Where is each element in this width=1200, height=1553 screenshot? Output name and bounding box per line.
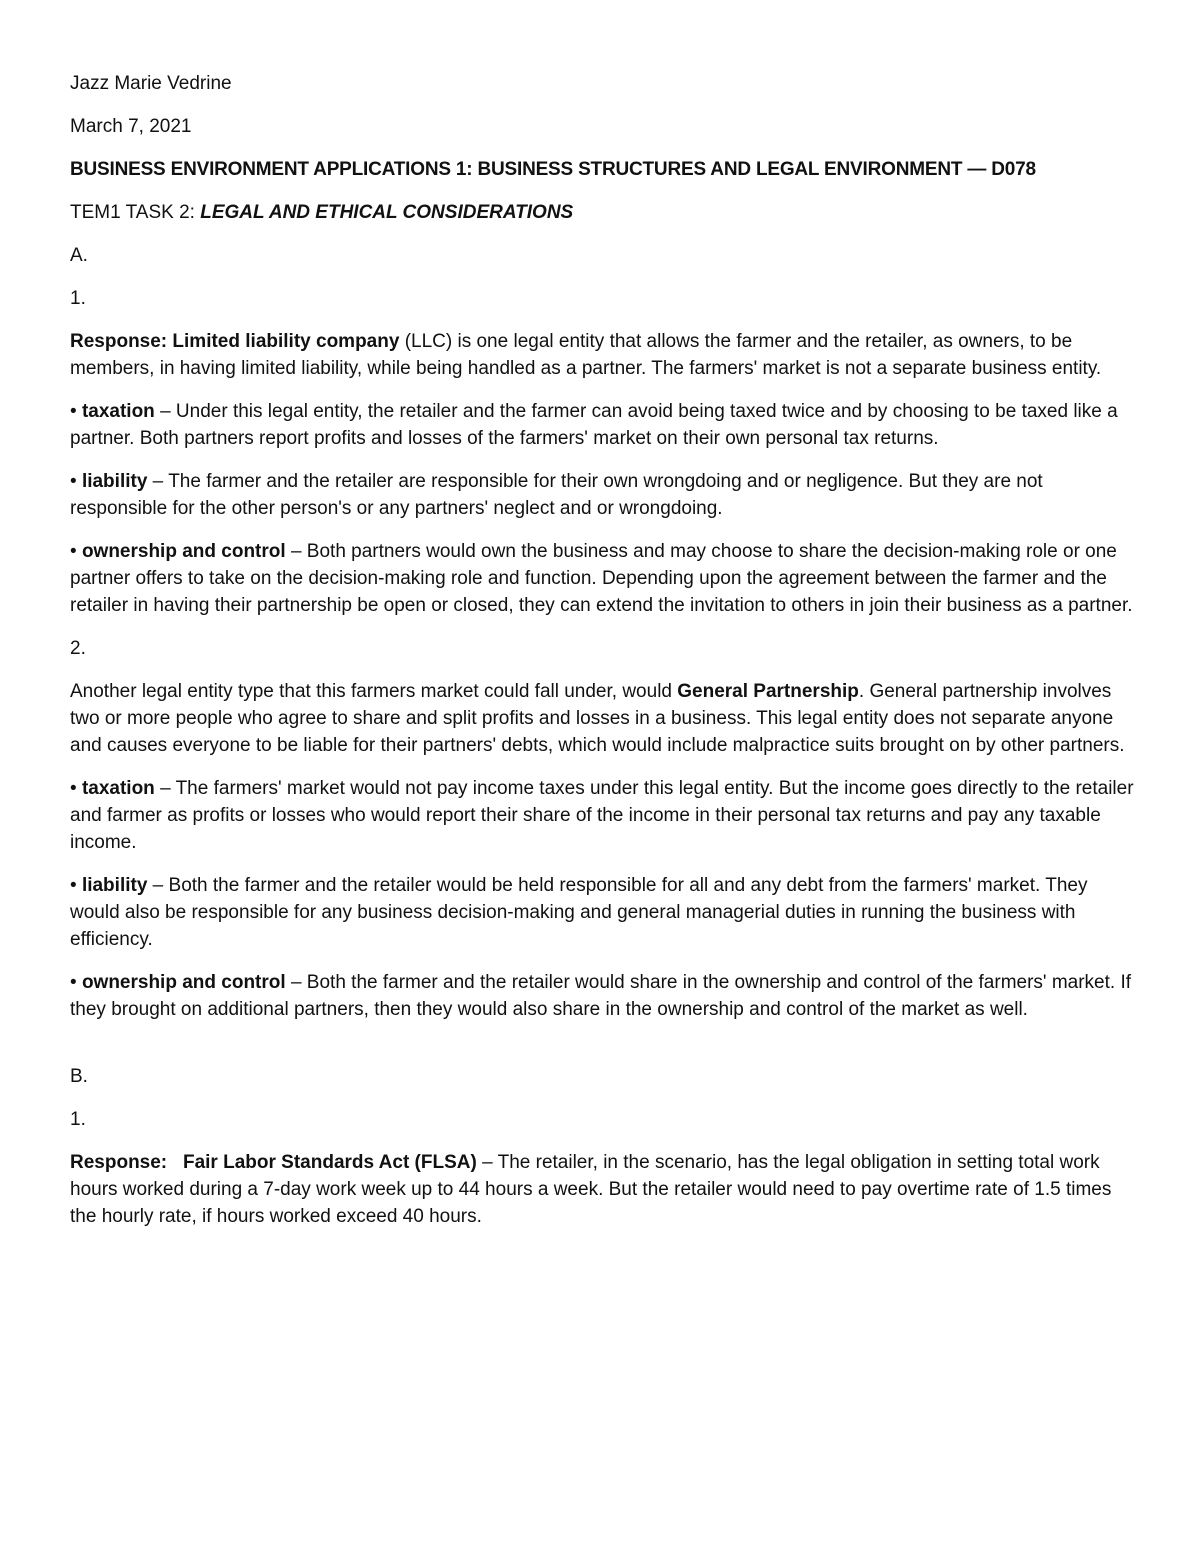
response-text: – The retailer, in the scenario, has the legal obligation in setting total work hours worked during a 7-day work week up to 44 hours a week. But the retailer would need to pay overtime rate of 1.5 times the hourly rate, if hours worked exceed 40 hours. [70, 1152, 1112, 1227]
bullet-text: – Both the farmer and the retailer would share in the ownership and control of the farmers' market. If they brought on additional partners, then they would also share in the ownership and control of the market as well. [70, 972, 1132, 1020]
bullet-term: taxation [81, 778, 155, 799]
section-b-question-1-number: 1. [70, 1109, 86, 1130]
section-b-q1-response [70, 1149, 1134, 1230]
response-text: (LLC) is one legal entity that allows the farmer and the retailer, as owners, to be members, in having limited liability, while being handled as a partner. The farmers' market is not a separate business entity. [70, 331, 1102, 379]
entity-name: General Partnership [677, 681, 859, 702]
task-heading [70, 199, 1134, 226]
bullet-marker: • [70, 471, 82, 492]
bullet-item [70, 775, 1134, 856]
bullet-marker: • [70, 875, 82, 896]
paragraph-spacer [70, 1039, 1134, 1063]
bullet-marker: • [70, 401, 82, 422]
bullet-term: liability [81, 875, 148, 896]
task-prefix: TEM1 TASK 2: [70, 202, 201, 223]
bullet-text: – The farmer and the retailer are responsible for their own wrongdoing and or negligence. But they are not responsible for the other person's or any partners' neglect and or wrongdoing. [70, 471, 1043, 519]
act-name: Fair Labor Standards Act (FLSA) [182, 1152, 477, 1173]
bullet-item [70, 969, 1134, 1023]
bullet-item [70, 872, 1134, 953]
document-date: March 7, 2021 [70, 116, 192, 137]
task-title: LEGAL AND ETHICAL CONSIDERATIONS [200, 202, 574, 223]
section-b-label: B. [70, 1066, 88, 1087]
bullet-text: – Under this legal entity, the retailer and the farmer can avoid being taxed twice and by choosing to be taxed like a partner. Both partners report profits and losses of the farmers' market on their own personal tax returns. [70, 401, 1118, 449]
bullet-marker: • [70, 778, 82, 799]
bullet-text: – Both partners would own the business and may choose to share the decision-making role or one partner offers to take on the decision-making role and function. Depending upon the agreement between the farmer and the retailer in having their partnership be open or closed, they can extend the invitation to others in join their business as a partner. [70, 541, 1133, 616]
section-a-question-2-number: 2. [70, 638, 86, 659]
bullet-marker: • [70, 972, 82, 993]
document-page [70, 70, 1134, 1246]
bullet-text: – Both the farmer and the retailer would be held responsible for all and any debt from the farmers' market. They would also be responsible for any business decision-making and general managerial duties in running the business with efficiency. [70, 875, 1088, 950]
bullet-item [70, 538, 1134, 619]
response-label: Response: [70, 331, 173, 352]
bullet-term: ownership and control [81, 541, 286, 562]
bullet-term: taxation [81, 401, 155, 422]
bullet-term: liability [81, 471, 148, 492]
bullet-marker: • [70, 541, 82, 562]
bullet-term: ownership and control [81, 972, 286, 993]
bullet-item [70, 468, 1134, 522]
response-label: Response: [70, 1152, 183, 1173]
section-a-label: A. [70, 245, 88, 266]
bullet-item [70, 398, 1134, 452]
bullet-text: – The farmers' market would not pay income taxes under this legal entity. But the income goes directly to the retailer and farmer as profits or losses who would report their share of the income in their personal tax returns and pay any taxable income. [70, 778, 1134, 853]
response-text-before: Another legal entity type that this farmers market could fall under, would [70, 681, 678, 702]
section-a-q2-response [70, 678, 1134, 759]
author-name: Jazz Marie Vedrine [70, 73, 232, 94]
response-text-after: . General partnership involves two or more people who agree to share and split profits and losses in a business. This legal entity does not separate anyone and causes everyone to be liable for their partners' debts, which would include malpractice suits brought on by other partners. [70, 681, 1125, 756]
section-a-q1-response [70, 328, 1134, 382]
course-title: BUSINESS ENVIRONMENT APPLICATIONS 1: BUSINESS STRUCTURES AND LEGAL ENVIRONMENT — D078 [70, 159, 1036, 180]
section-a-question-1-number: 1. [70, 288, 86, 309]
entity-name: Limited liability company [172, 331, 400, 352]
